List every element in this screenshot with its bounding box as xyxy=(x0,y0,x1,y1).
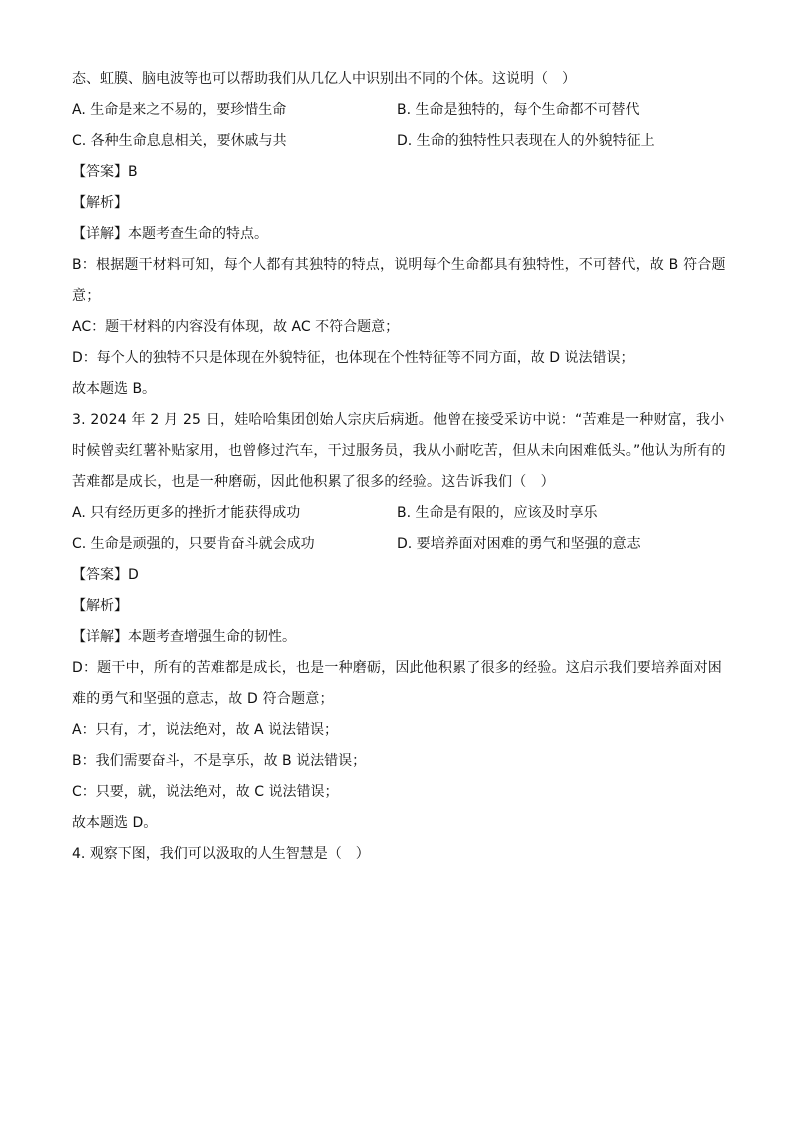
q3-explanation-a: A：只有，才，说法绝对，故 A 说法错误； xyxy=(72,722,339,738)
q3-option-a: A. 只有经历更多的挫折才能获得成功 xyxy=(72,505,301,521)
q3-options-row-1 xyxy=(72,498,732,529)
q3-explanation-b: B：我们需要奋斗，不是享乐，故 B 说法错误； xyxy=(72,753,367,769)
q3-explanation-d: D：题干中，所有的苦难都是成长，也是一种磨砺，因此他积累了很多的经验。这启示我们要培养面对困难的勇气和坚强的意志，故 D 符合题意； xyxy=(72,660,722,707)
q2-answer: 【答案】B xyxy=(72,164,138,180)
q4-stem: 4. 观察下图，我们可以汲取的人生智慧是（ ） xyxy=(72,846,370,862)
q3-explanation-c: C：只要，就，说法绝对，故 C 说法错误； xyxy=(72,784,339,800)
q3-options-row-2 xyxy=(72,529,732,560)
q3-detail: 【详解】本题考查增强生命的韧性。 xyxy=(72,629,296,645)
q2-stem: 态、虹膜、脑电波等也可以帮助我们从几亿人中识别出不同的个体。这说明（ ） xyxy=(72,71,576,87)
q3-stem: 3. 2024 年 2 月 25 日，娃哈哈集团创始人宗庆后病逝。他曾在接受采访中说：“苦难是一种财富，我小时候曾卖红薯补贴家用，也曾修过汽车，干过服务员，我从小耐吃苦，但从未向困难低头。”他认为所有的苦难都是成长，也是一种磨砺，因此他积累了很多的经验。这告诉我们（ ） xyxy=(72,412,726,490)
q2-option-d: D. 生命的独特性只表现在人的外貌特征上 xyxy=(397,133,655,149)
q2-option-c: C. 各种生命息息相关，要休戚与共 xyxy=(72,133,287,149)
q3-option-d: D. 要培养面对困难的勇气和坚强的意志 xyxy=(397,536,641,552)
q2-analysis-label: 【解析】 xyxy=(72,195,128,211)
q2-explanation-d: D：每个人的独特不只是体现在外貌特征，也体现在个性特征等不同方面，故 D 说法错误； xyxy=(72,350,635,366)
q3-answer: 【答案】D xyxy=(72,567,139,583)
q3-analysis-label: 【解析】 xyxy=(72,598,128,614)
q2-options-row-2 xyxy=(72,126,732,157)
page-content xyxy=(72,64,732,870)
q3-option-c: C. 生命是顽强的，只要肯奋斗就会成功 xyxy=(72,536,315,552)
q2-option-b: B. 生命是独特的，每个生命都不可替代 xyxy=(397,102,640,118)
q2-option-a: A. 生命是来之不易的，要珍惜生命 xyxy=(72,102,287,118)
q2-options-row-1 xyxy=(72,95,732,126)
q2-explanation-b: B：根据题干材料可知，每个人都有其独特的特点，说明每个生命都具有独特性，不可替代，故 B 符合题意； xyxy=(72,257,726,304)
q3-option-b: B. 生命是有限的，应该及时享乐 xyxy=(397,505,598,521)
q3-conclusion: 故本题选 D。 xyxy=(72,815,158,831)
q2-detail: 【详解】本题考查生命的特点。 xyxy=(72,226,268,242)
q2-explanation-ac: AC：题干材料的内容没有体现，故 AC 不符合题意； xyxy=(72,319,400,335)
q2-conclusion: 故本题选 B。 xyxy=(72,381,157,397)
